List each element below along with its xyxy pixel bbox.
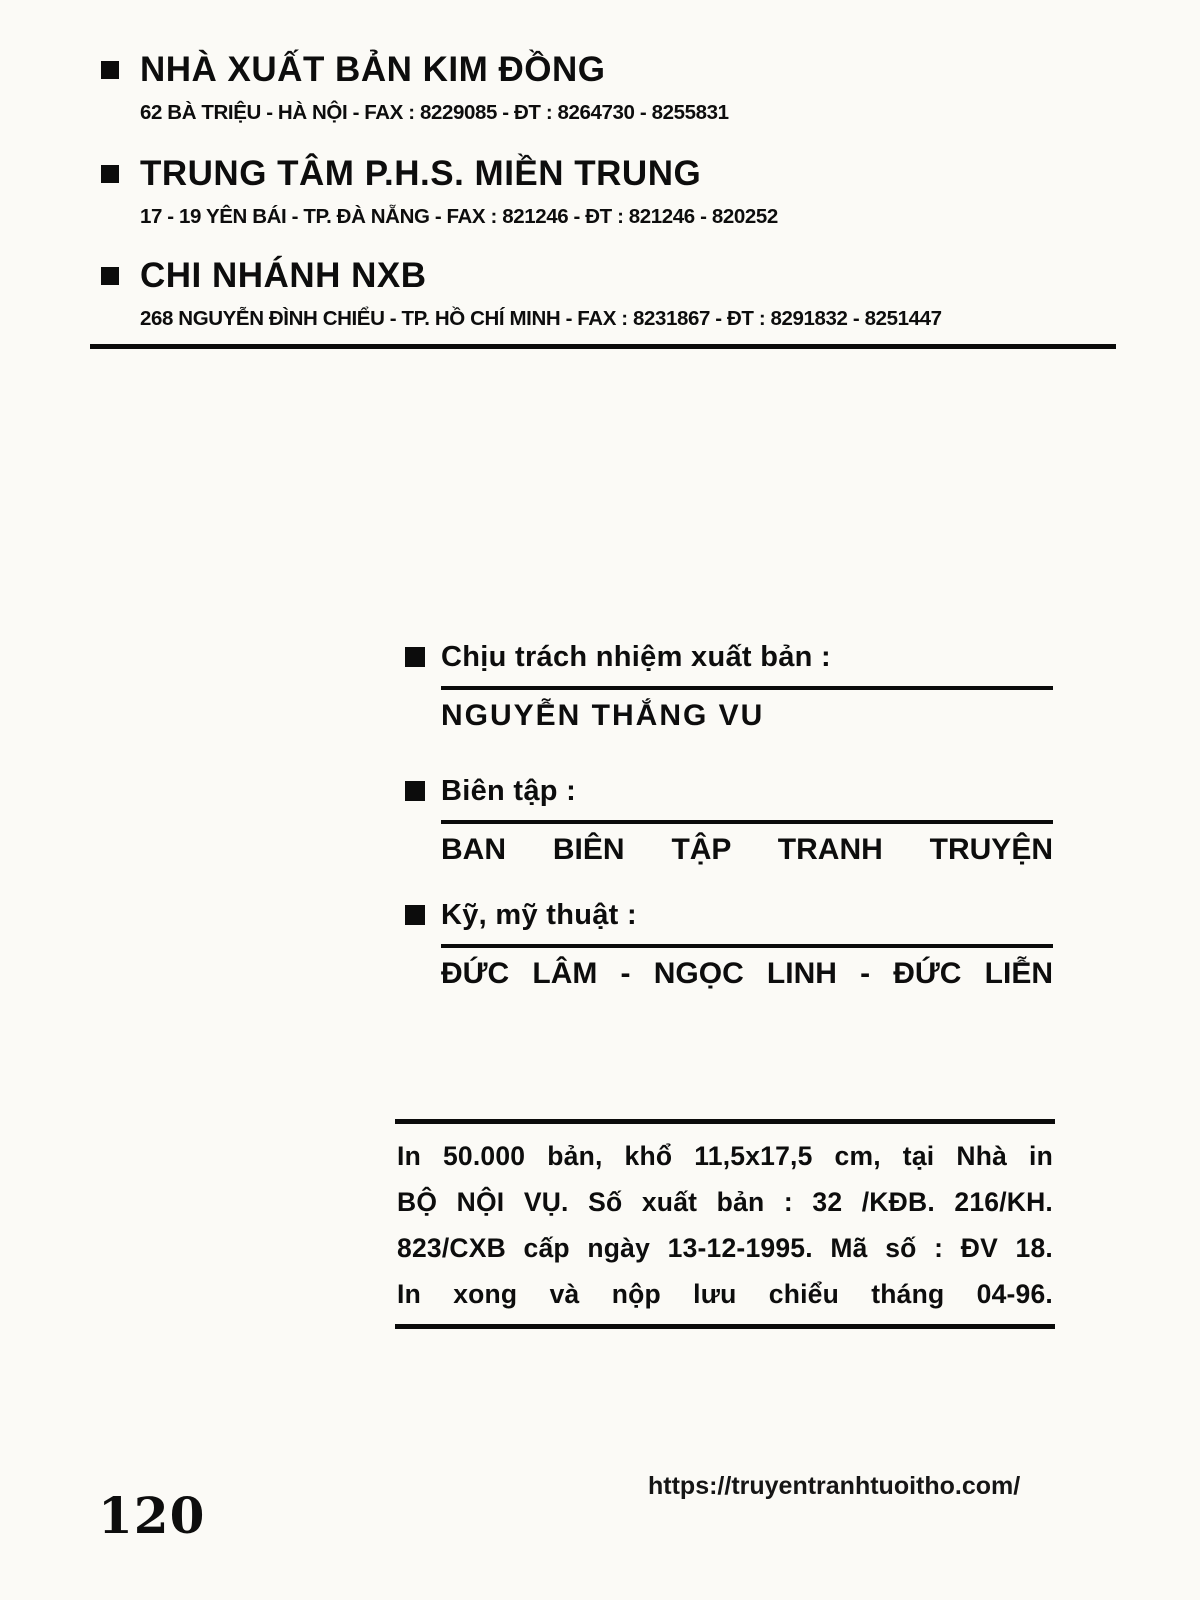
publisher-block-mien-trung — [101, 152, 778, 229]
publisher-title: NHÀ XUẤT BẢN KIM ĐỒNG — [140, 50, 606, 89]
print-info-line: In xong và nộp lưu chiểu tháng 04-96. — [397, 1279, 1053, 1309]
bullet-square-icon — [101, 165, 119, 183]
bullet-square-icon — [101, 267, 119, 285]
publisher-address: 17 - 19 YÊN BÁI - TP. ĐÀ NẴNG - FAX : 821246 - ĐT : 821246 - 820252 — [140, 205, 778, 228]
publisher-title: TRUNG TÂM P.H.S. MIỀN TRUNG — [140, 154, 702, 193]
credit-label: Kỹ, mỹ thuật : — [441, 899, 637, 931]
credit-label: Chịu trách nhiệm xuất bản : — [441, 641, 831, 673]
print-info-line: In 50.000 bản, khổ 11,5x17,5 cm, tại Nhà in — [397, 1141, 1053, 1171]
bullet-square-icon — [405, 647, 425, 667]
publisher-block-kim-dong — [101, 48, 729, 125]
print-info-bottom-rule — [395, 1324, 1055, 1329]
page-number: 120 — [98, 1486, 206, 1545]
credit-value: BAN BIÊN TẬP TRANH TRUYỆN — [441, 833, 1053, 866]
bullet-square-icon — [405, 781, 425, 801]
bullet-square-icon — [101, 61, 119, 79]
credit-art-technical — [405, 894, 1060, 991]
publisher-address: 268 NGUYỄN ĐÌNH CHIỂU - TP. HỒ CHÍ MINH - FAX : 8231867 - ĐT : 8291832 - 8251447 — [140, 307, 942, 330]
watermark-url: https://truyentranhtuoitho.com/ — [648, 1472, 1021, 1500]
publisher-title: CHI NHÁNH NXB — [140, 256, 427, 295]
credit-value: ĐỨC LÂM - NGỌC LINH - ĐỨC LIỄN — [441, 957, 1053, 990]
credit-label: Biên tập : — [441, 775, 577, 807]
print-info-line: 823/CXB cấp ngày 13-12-1995. Mã số : ĐV 18. — [397, 1233, 1053, 1263]
credit-value: NGUYỄN THẮNG VU — [441, 699, 765, 732]
publisher-block-chi-nhanh — [101, 254, 942, 331]
credit-underline — [441, 820, 1053, 824]
bullet-square-icon — [405, 905, 425, 925]
credit-underline — [441, 686, 1053, 690]
credit-responsible-publisher — [405, 636, 1060, 733]
credit-editor — [405, 770, 1060, 867]
print-info-line: BỘ NỘI VỤ. Số xuất bản : 32 /KĐB. 216/KH. — [397, 1187, 1053, 1217]
header-divider — [90, 344, 1116, 349]
publisher-address: 62 BÀ TRIỆU - HÀ NỘI - FAX : 8229085 - ĐT : 8264730 - 8255831 — [140, 101, 729, 124]
print-info-box — [395, 1119, 1055, 1329]
credit-underline — [441, 944, 1053, 948]
